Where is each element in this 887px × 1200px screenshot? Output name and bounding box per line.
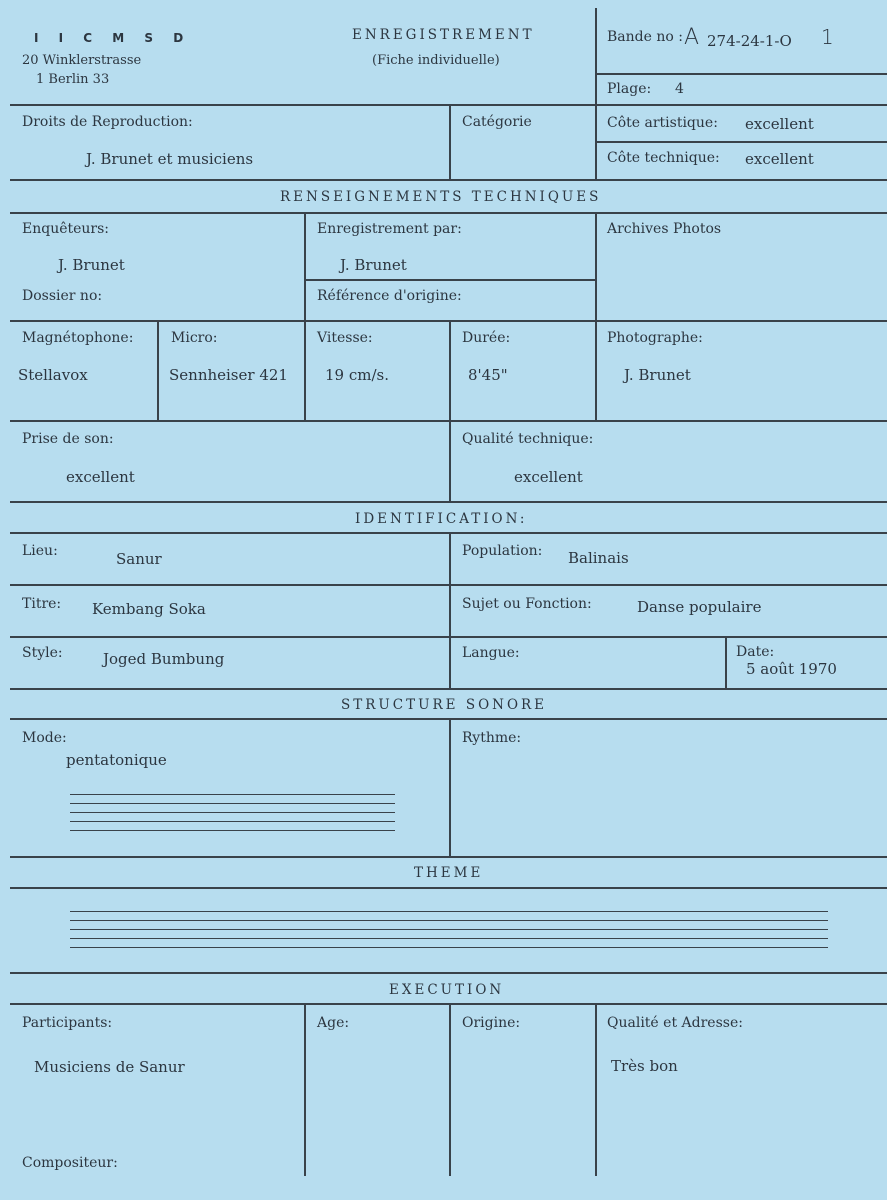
archives-photos-label: Archives Photos bbox=[607, 221, 722, 237]
sujet-label: Sujet ou Fonction: bbox=[462, 596, 592, 612]
rule bbox=[596, 141, 887, 143]
org-address-city: 1 Berlin 33 bbox=[36, 72, 110, 87]
population-label: Population: bbox=[462, 543, 543, 559]
langue-label: Langue: bbox=[462, 645, 520, 661]
org-name: I I C M S D bbox=[34, 31, 192, 45]
rule bbox=[595, 8, 597, 104]
rule bbox=[449, 1003, 451, 1176]
org-address-street: 20 Winklerstrasse bbox=[22, 53, 142, 68]
categorie-label: Catégorie bbox=[462, 114, 532, 130]
magnetophone-value: Stellavox bbox=[18, 366, 88, 384]
rythme-label: Rythme: bbox=[462, 730, 522, 746]
section-title-theme: THEME bbox=[414, 865, 484, 881]
enqueteurs-value: J. Brunet bbox=[58, 256, 125, 274]
enregistrement-label: Enregistrement par: bbox=[317, 221, 462, 237]
photographe-value: J. Brunet bbox=[624, 366, 691, 384]
participants-label: Participants: bbox=[22, 1015, 113, 1031]
rule bbox=[10, 887, 887, 889]
magnetophone-label: Magnétophone: bbox=[22, 330, 134, 346]
plage-value: 4 bbox=[675, 81, 684, 97]
duree-label: Durée: bbox=[462, 330, 511, 346]
plage-label: Plage: bbox=[607, 81, 652, 97]
compositeur-label: Compositeur: bbox=[22, 1155, 118, 1171]
rule bbox=[10, 212, 887, 214]
rule bbox=[595, 1003, 597, 1176]
qualite-technique-value: excellent bbox=[514, 468, 583, 486]
lieu-label: Lieu: bbox=[22, 543, 58, 559]
form-subtitle: (Fiche individuelle) bbox=[372, 53, 500, 68]
rule bbox=[449, 320, 451, 420]
section-title-technical: RENSEIGNEMENTS TECHNIQUES bbox=[280, 189, 602, 205]
origine-label: Origine: bbox=[462, 1015, 521, 1031]
rule bbox=[10, 972, 887, 974]
qualite-adresse-label: Qualité et Adresse: bbox=[607, 1015, 743, 1031]
reference-label: Référence d'origine: bbox=[317, 288, 462, 304]
qualite-adresse-value: Très bon bbox=[611, 1057, 678, 1075]
rights-value: J. Brunet et musiciens bbox=[86, 150, 254, 168]
rule bbox=[596, 73, 887, 75]
section-title-structure: STRUCTURE SONORE bbox=[341, 697, 548, 713]
cote-artistique-value: excellent bbox=[745, 115, 814, 133]
section-title-identification: IDENTIFICATION: bbox=[355, 511, 528, 527]
rule bbox=[595, 320, 597, 420]
mode-value: pentatonique bbox=[66, 751, 167, 769]
vitesse-value: 19 cm/s. bbox=[325, 366, 389, 384]
style-label: Style: bbox=[22, 645, 63, 661]
rule bbox=[449, 104, 451, 179]
rule bbox=[10, 501, 887, 503]
rule bbox=[157, 320, 159, 420]
rule bbox=[449, 718, 451, 856]
rule bbox=[10, 179, 887, 181]
sujet-value: Danse populaire bbox=[637, 598, 762, 616]
bande-handwritten-prefix: A bbox=[684, 25, 700, 50]
photographe-label: Photographe: bbox=[607, 330, 703, 346]
rule bbox=[449, 420, 451, 501]
lieu-value: Sanur bbox=[116, 550, 162, 568]
enqueteurs-label: Enquêteurs: bbox=[22, 221, 110, 237]
prise-de-son-label: Prise de son: bbox=[22, 431, 114, 447]
dossier-label: Dossier no: bbox=[22, 288, 103, 304]
bande-label: Bande no : bbox=[607, 29, 683, 45]
enregistrement-value: J. Brunet bbox=[340, 256, 407, 274]
bande-value: 274-24-1-O bbox=[707, 32, 792, 50]
participants-value: Musiciens de Sanur bbox=[34, 1058, 185, 1076]
duree-value: 8'45" bbox=[468, 366, 508, 384]
date-label: Date: bbox=[736, 644, 775, 660]
micro-value: Sennheiser 421 bbox=[169, 366, 288, 384]
qualite-technique-label: Qualité technique: bbox=[462, 431, 594, 447]
form-title: ENREGISTREMENT bbox=[352, 27, 535, 43]
date-value: 5 août 1970 bbox=[746, 660, 837, 678]
age-label: Age: bbox=[317, 1015, 350, 1031]
mode-label: Mode: bbox=[22, 730, 67, 746]
rule bbox=[725, 636, 727, 688]
micro-label: Micro: bbox=[171, 330, 218, 346]
rule bbox=[304, 212, 306, 320]
section-title-execution: EXECUTION bbox=[389, 982, 505, 998]
population-value: Balinais bbox=[568, 549, 629, 567]
rule bbox=[449, 532, 451, 688]
rule bbox=[595, 104, 597, 179]
rule bbox=[304, 279, 596, 281]
titre-value: Kembang Soka bbox=[92, 600, 206, 618]
rule bbox=[304, 1003, 306, 1176]
cote-artistique-label: Côte artistique: bbox=[607, 115, 718, 131]
rule bbox=[10, 856, 887, 858]
cote-technique-value: excellent bbox=[745, 150, 814, 168]
vitesse-label: Vitesse: bbox=[317, 330, 373, 346]
rights-label: Droits de Reproduction: bbox=[22, 114, 193, 130]
titre-label: Titre: bbox=[22, 596, 62, 612]
bande-handwritten-suffix: 1 bbox=[821, 25, 834, 49]
rule bbox=[595, 212, 597, 320]
cote-technique-label: Côte technique: bbox=[607, 150, 720, 166]
prise-de-son-value: excellent bbox=[66, 468, 135, 486]
rule bbox=[304, 320, 306, 420]
rule bbox=[10, 688, 887, 690]
style-value: Joged Bumbung bbox=[103, 650, 225, 668]
